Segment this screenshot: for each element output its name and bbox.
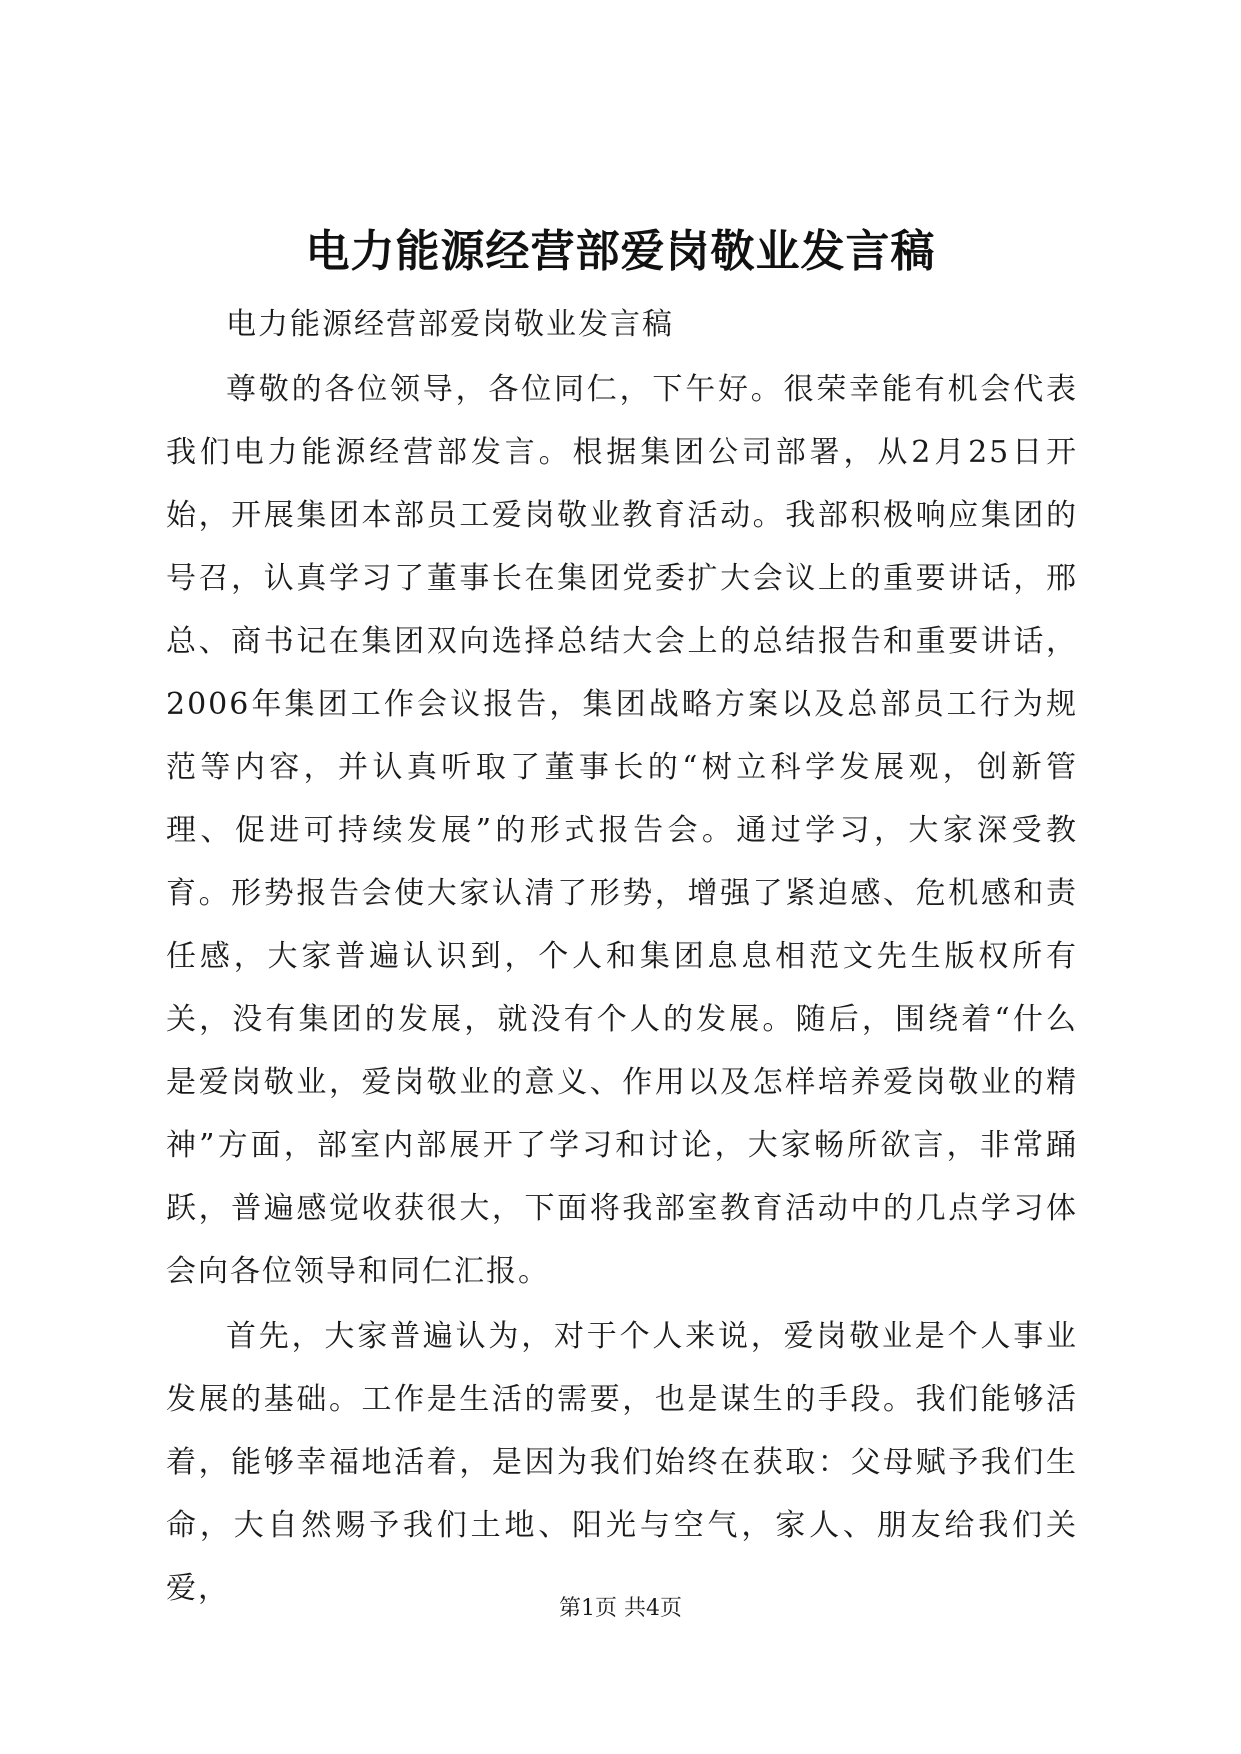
paragraph-subtitle: 电力能源经营部爱岗敬业发言稿 bbox=[226, 307, 674, 342]
paragraph-greeting: 尊敬的各位领导，各位同仁，下午好。很荣幸能有机会代表我们电力能源经营部发言。根据集团公司部署，从2月25日开始，开展集团本部员工爱岗敬业教育活动。我部积极响应集团的号召，认真学习了董事长在集团党委扩大会议上的重要讲话，邢总、商书记在集团双向选择总结大会上的总结报告和重要讲话，2006年集团工作会议报告，集团战略方案以及总部员工行为规范等内容，并认真听取了董事长的“树立科学发展观，创新管理、促进可持续发展”的形式报告会。通过学习，大家深受教育。形势报告会使大家认清了形势，增强了紧迫感、危机感和责任感，大家普遍认识到，个人和集团息息相范文先生版权所有关，没有集团的发展，就没有个人的发展。随后，围绕着“什么是爱岗敬业，爱岗敬业的意义、作用以及怎样培养爱岗敬业的精神”方面，部室内部展开了学习和讨论，大家畅所欲言，非常踊跃，普遍感觉收获很大，下面将我部室教育活动中的几点学习体会向各位领导和同仁汇报。 bbox=[166, 372, 1078, 1289]
document-body bbox=[166, 293, 1078, 1622]
paragraph-first-point: 首先，大家普遍认为，对于个人来说，爱岗敬业是个人事业发展的基础。工作是生活的需要，也是谋生的手段。我们能够活着，能够幸福地活着，是因为我们始终在获取：父母赋予我们生命，大自然赐予我们土地、阳光与空气，家人、朋友给我们关爱， bbox=[166, 1319, 1078, 1606]
page-footer: 第1页 共4页 bbox=[559, 1596, 682, 1621]
document-title: 电力能源经营部爱岗敬业发言稿 bbox=[305, 226, 936, 277]
